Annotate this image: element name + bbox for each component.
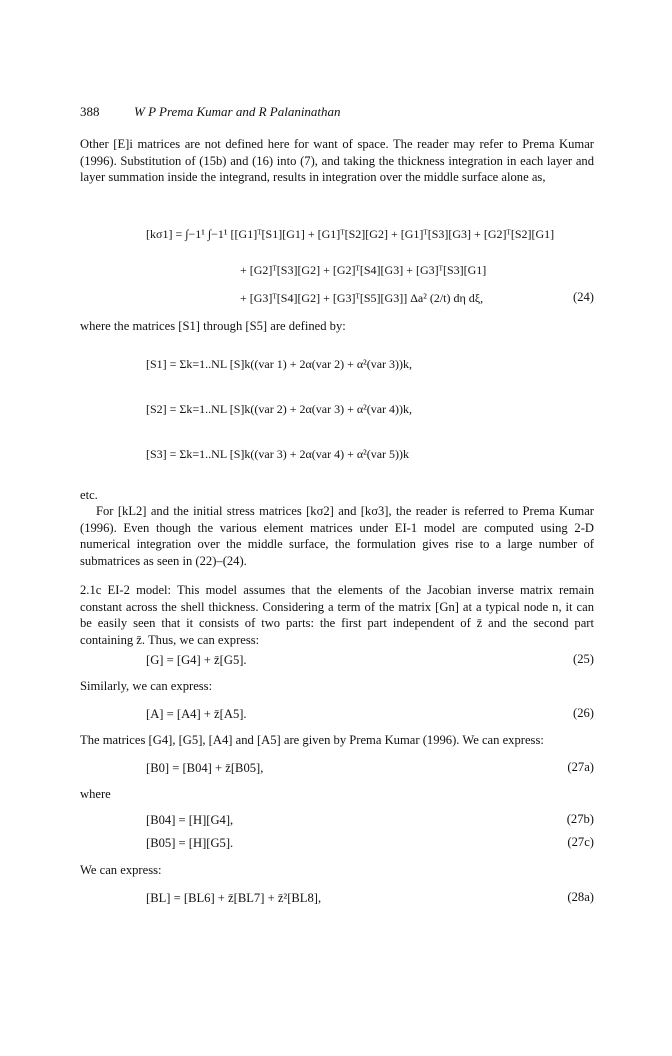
equation-24-line-2: + [G2]ᵀ[S3][G2] + [G2]ᵀ[S4][G3] + [G3]ᵀ[S3][G1] [240,263,487,277]
equation-number-27c: (27c) [567,835,594,849]
paragraph-etc: etc. [80,488,98,502]
paragraph-ei2-model: 2.1c EI-2 model: This model assumes that the elements of the Jacobian inverse matrix remain constant across the shell thickness. Considering a term of the matrix [Gn] at a typical node n, it can be easily seen that it consists of two parts: the first part independent of z̄ and the second part containing z̄. Thus, we can express: [80,583,594,647]
equation-number-26: (26) [573,706,594,720]
equation-s3: [S3] = Σk=1..NL [S]k((var 3) + 2α(var 4) + α²(var 5))k [146,447,410,461]
page-number: 388 [80,104,100,119]
equation-number-27b: (27b) [566,812,594,826]
paragraph-initial-stress: For [kL2] and the initial stress matrices [kσ2] and [kσ3], the reader is referred to Prema Kumar (1996). Even though the various element matrices under EI-1 model are computed using 2-D numerical integration over the middle surface, the formulation gives rise to a large number of submatrices as seen in (22)–(24). [80,504,594,568]
paragraph-intro: Other [E]i matrices are not defined here for want of space. The reader may refer to Prema Kumar (1996). Substitution of (15b) and (16) into (7), and taking the thickness integration in each layer and layer summation inside the integrand, results in integration over the middle surface alone as, [80,137,594,184]
paragraph-matrices-given: The matrices [G4], [G5], [A4] and [A5] are given by Prema Kumar (1996). We can express: [80,733,544,747]
equation-25: [G] = [G4] + z̄[G5]. [146,653,247,667]
equation-27b: [B04] = [H][G4], [146,813,234,827]
paragraph-where: where [80,787,111,801]
equation-s1: [S1] = Σk=1..NL [S]k((var 1) + 2α(var 2) + α²(var 3))k, [146,357,413,371]
equation-28a: [BL] = [BL6] + z̄[BL7] + z̄²[BL8], [146,891,322,905]
equation-24-line-3: + [G3]ᵀ[S4][G2] + [G3]ᵀ[S5][G3]] Δa² (2/t) dη dξ, [240,291,484,305]
paragraph-similarly: Similarly, we can express: [80,679,213,693]
equation-number-27a: (27a) [567,760,594,774]
paragraph-we-can-express: We can express: [80,863,162,877]
paragraph-matrices-defined: where the matrices [S1] through [S5] are defined by: [80,319,346,333]
equation-number-28a: (28a) [567,890,594,904]
equation-24-line-1: [kσ1] = ∫−1¹ ∫−1¹ [[G1]ᵀ[S1][G1] + [G1]ᵀ[S2][G2] + [G1]ᵀ[S3][G3] + [G2]ᵀ[S2][G1] [146,227,555,241]
equation-27a: [B0] = [B04] + z̄[B05], [146,761,264,775]
equation-s2: [S2] = Σk=1..NL [S]k((var 2) + 2α(var 3) + α²(var 4))k, [146,402,413,416]
equation-number-25: (25) [573,652,594,666]
equation-number-24: (24) [573,290,594,304]
equation-27c: [B05] = [H][G5]. [146,836,234,850]
equation-26: [A] = [A4] + z̄[A5]. [146,707,247,721]
running-head: W P Prema Kumar and R Palaninathan [134,104,341,119]
